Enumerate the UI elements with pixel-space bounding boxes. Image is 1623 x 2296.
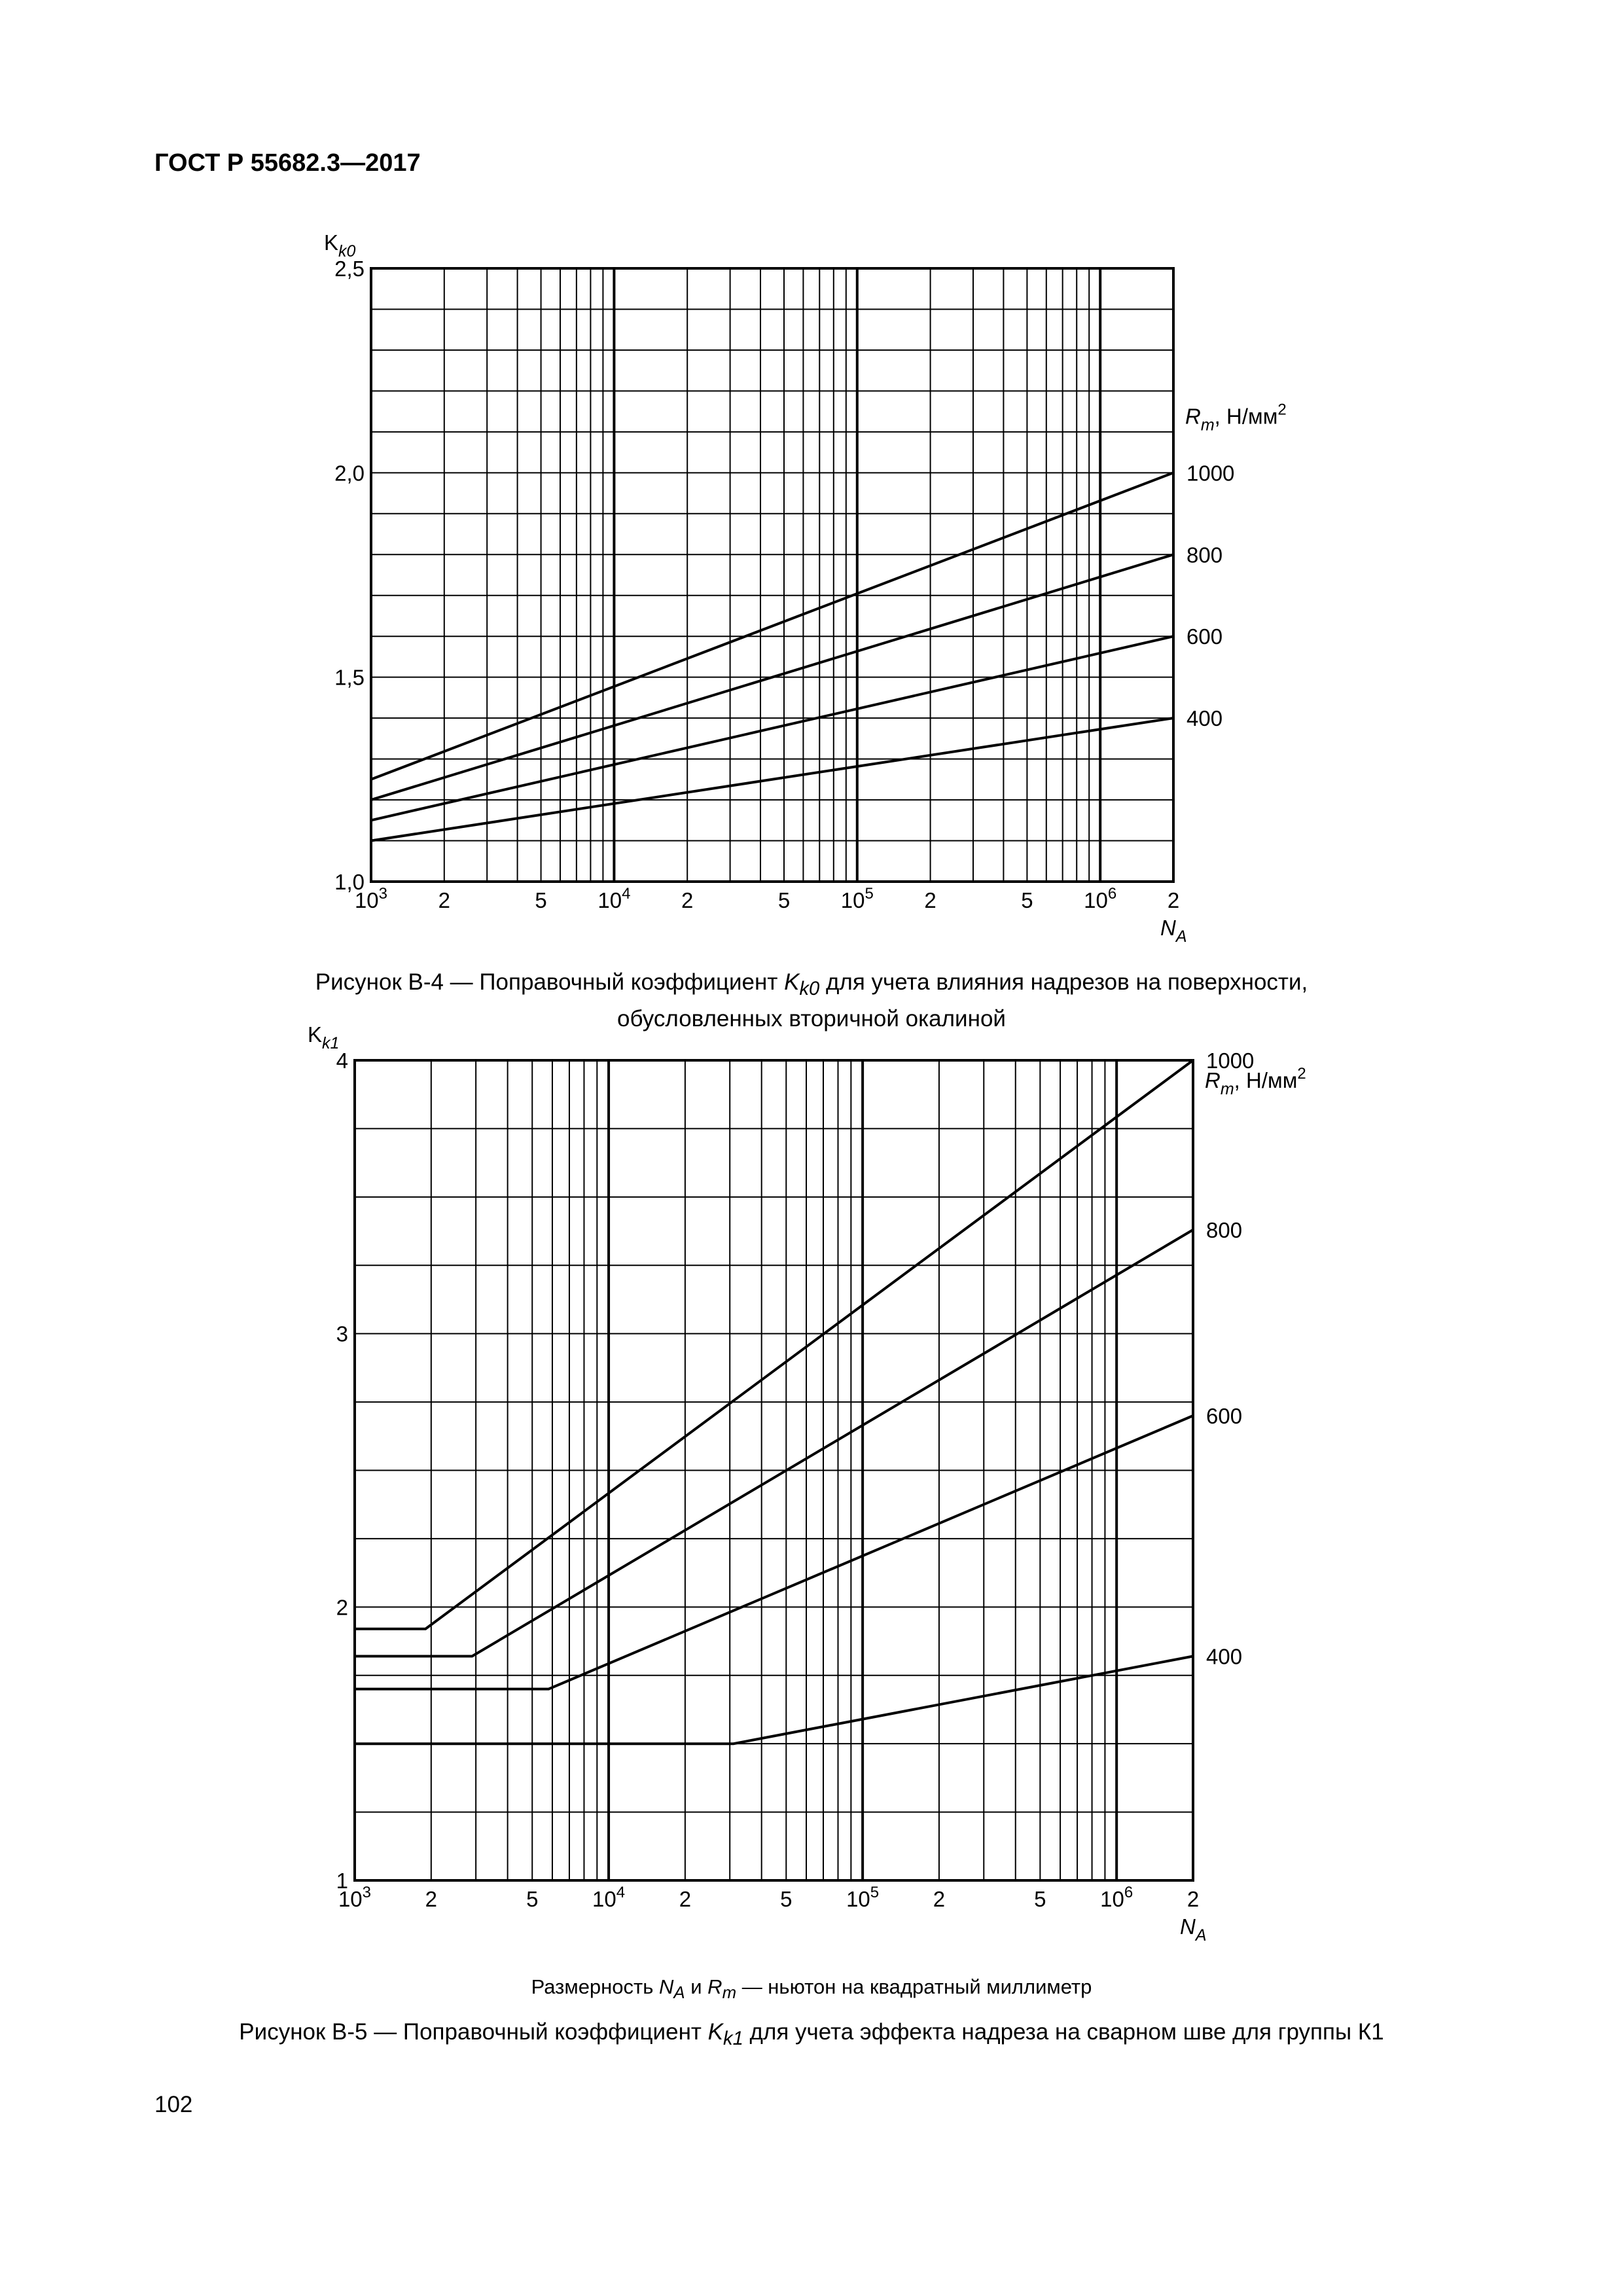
x-tick-label: 5 — [777, 888, 791, 912]
x-tick-label: 2 — [924, 888, 936, 912]
series-line-600 — [371, 636, 1173, 820]
note-rm-symbol: R — [707, 1975, 722, 1998]
figure-b5-caption-symbol: K — [707, 2019, 724, 2045]
y-axis-label: $K_{k1}$ — [308, 1022, 340, 1052]
figure-b4-caption-rest: для учета влияния надрезов на поверхности, — [819, 969, 1308, 995]
y-tick-label: 4 — [336, 1049, 348, 1073]
series-line-400 — [371, 718, 1173, 840]
x-tick-label: 2 — [679, 1887, 692, 1911]
y-axis-label: $K_{k0}$ — [324, 230, 356, 260]
figure-b4-caption-symbol: K — [784, 969, 800, 995]
series-label-1000: 1000 — [1186, 461, 1235, 486]
x-axis-label: $N_A$ — [1160, 916, 1187, 946]
x-tick-label: $10^3$ — [354, 885, 388, 912]
figure-b5-caption-prefix: Рисунок В-5 — Поправочный коэффициент — [239, 2019, 708, 2045]
figure-b5-caption-rest: для учета эффекта надреза на сварном шве для группы К1 — [743, 2019, 1384, 2045]
series-line-1000 — [355, 1060, 1193, 1629]
note-rm-subscript: m — [722, 1984, 737, 2003]
series-line-1000 — [371, 473, 1173, 780]
series-label-600: 600 — [1206, 1403, 1243, 1428]
series-label-1000: 1000 — [1206, 1049, 1255, 1073]
series-line-400 — [355, 1657, 1193, 1744]
note-prefix: Размерность — [531, 1975, 659, 1998]
legend-title: $R_m$, $Н/мм^2$ — [1205, 1065, 1306, 1098]
x-tick-label: $10^6$ — [1084, 885, 1117, 912]
x-tick-label: 2 — [681, 888, 694, 912]
x-axis-label: $N_A$ — [1180, 1914, 1207, 1945]
chart-2 — [308, 1022, 1306, 1945]
x-tick-label: $10^4$ — [597, 885, 631, 912]
y-tick-label: 2 — [336, 1595, 348, 1620]
x-tick-label: 5 — [1021, 888, 1033, 912]
x-tick-label: $10^6$ — [1100, 1884, 1133, 1911]
figure-b4-caption — [131, 967, 1492, 1034]
y-tick-label: 1,0 — [334, 870, 365, 894]
note-rest: — ньютон на квадратный миллиметр — [736, 1975, 1092, 1998]
figure-b4-caption-line2: обусловленных вторичной окалиной — [617, 1006, 1006, 1031]
figure-b5-caption-subscript: k1 — [723, 2028, 743, 2049]
x-tick-label: 5 — [535, 888, 547, 912]
x-tick-label: 2 — [933, 1887, 946, 1911]
x-tick-label: 5 — [780, 1887, 793, 1911]
x-tick-label: 5 — [1034, 1887, 1046, 1911]
y-tick-label: 3 — [336, 1321, 348, 1346]
y-tick-label: 1,5 — [334, 665, 365, 690]
y-tick-label: 2,0 — [334, 461, 365, 486]
series-label-600: 600 — [1186, 624, 1223, 649]
x-tick-label: 2 — [438, 888, 450, 912]
y-tick-label: 1 — [336, 1869, 348, 1893]
chart-1 — [324, 230, 1287, 946]
figure-b5-dimension-note — [131, 1975, 1492, 2003]
document-number: ГОСТ Р 55682.3—2017 — [154, 149, 421, 177]
series-label-400: 400 — [1186, 706, 1223, 731]
note-na-subscript: A — [673, 1984, 685, 2003]
figure-b4-caption-prefix: Рисунок В-4 — Поправочный коэффициент — [315, 969, 785, 995]
legend-title: $R_m$, $Н/мм^2$ — [1185, 401, 1287, 435]
x-tick-label: 2 — [1167, 888, 1180, 912]
note-and: и — [685, 1975, 708, 1998]
series-label-800: 800 — [1206, 1217, 1243, 1242]
x-tick-label: 5 — [526, 1887, 539, 1911]
x-tick-label: $10^5$ — [846, 1884, 880, 1911]
x-tick-label: $10^3$ — [338, 1884, 372, 1911]
x-tick-label: 2 — [425, 1887, 437, 1911]
page-number: 102 — [154, 2092, 193, 2117]
x-tick-label: 2 — [1186, 1887, 1200, 1911]
y-tick-label: 2,5 — [334, 257, 365, 281]
x-tick-label: $10^4$ — [592, 1884, 626, 1911]
figure-b4-caption-subscript: k0 — [799, 978, 820, 999]
series-label-800: 800 — [1186, 543, 1223, 567]
series-line-600 — [355, 1416, 1193, 1689]
series-label-400: 400 — [1206, 1644, 1243, 1669]
note-na-symbol: N — [659, 1975, 674, 1998]
x-tick-label: $10^5$ — [840, 885, 874, 912]
plot-frame — [371, 268, 1173, 882]
figure-b5-caption — [131, 2017, 1492, 2054]
